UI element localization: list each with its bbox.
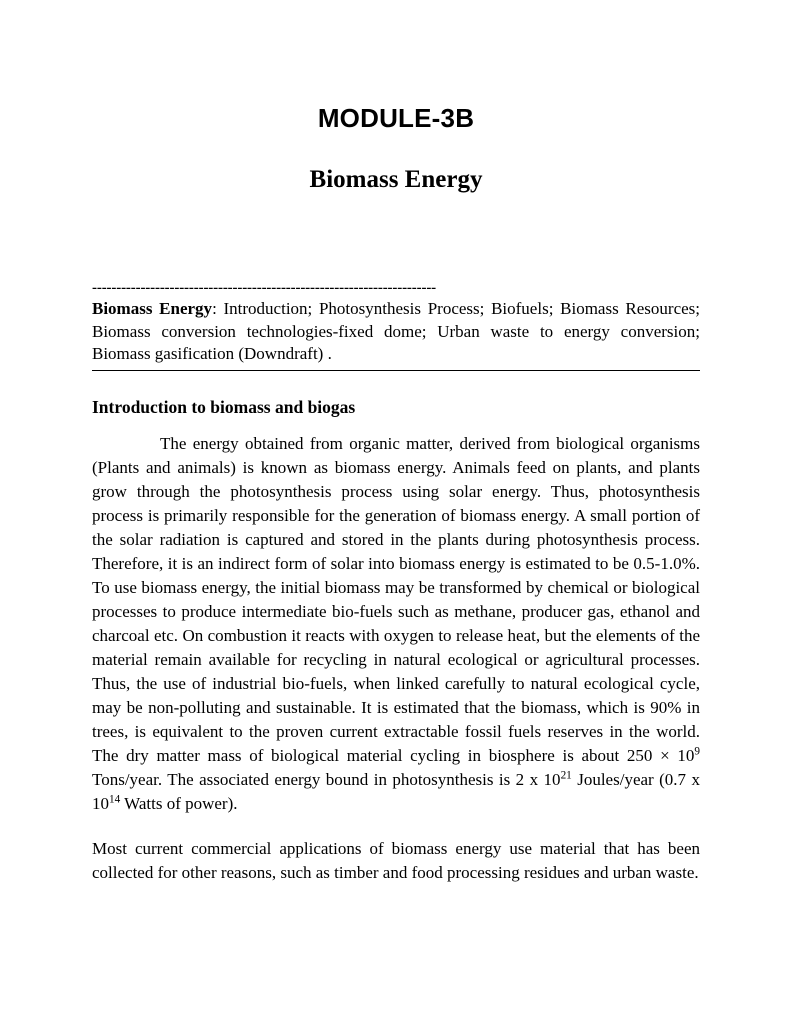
syllabus-text [92,294,700,366]
syllabus-lead-label: Biomass Energy [92,299,213,318]
page-subtitle: Biomass Energy [309,166,483,193]
dashed-divider: ----------------------------------------------------------------------- [92,283,437,294]
paragraph-text-run: The energy obtained from organic matter, derived from biological organisms (Plants and animals) is known as biomass energy. Animals feed on plants, and plants grow through the photosynthesis process using solar energy. Thus, photosynthesis process is primarily responsible for the generation of biomass energy. A small portion of the solar radiation is captured and stored in the plants during photosynthesis process. Therefore, it is an indirect form of solar into biomass energy is estimated to be 0.5-1.0%. To use biomass energy, the initial biomass may be transformed by chemical or biological processes to produce intermediate bio-fuels such as methane, producer gas, ethanol and charcoal etc. On combustion it reacts with oxygen to release heat, but the elements of the material remain available for recycling in natural ecological or agricultural processes. Thus, the use of industrial bio-fuels, when linked carefully to natural ecological cycle, may be non-polluting and sustainable. It is estimated that the biomass, which is 90% in trees, is equivalent to the proven current extractable fossil fuels reserves in the world. The dry matter mass of biological material cycling in biosphere is about 250 × 10 [92,433,700,765]
syllabus-block [92,283,700,371]
paragraph-text-run: Most current commercial applications of biomass energy use material that has been collected for other reasons, such as timber and food processing residues and urban waste. [92,838,700,882]
page-title: MODULE-3B [317,103,475,133]
superscript-exponent: 9 [694,744,700,757]
document-content-column [92,0,700,885]
applications-paragraph [92,816,700,885]
superscript-exponent: 14 [109,792,121,805]
intro-paragraph [92,418,700,816]
body-paragraphs [92,418,700,885]
paragraph-text-run: Tons/year. The associated energy bound in photosynthesis is 2 x 10 [92,769,561,789]
superscript-exponent: 21 [560,768,572,781]
syllabus-topics: : Introduction; Photosynthesis Process; Biofuels; Biomass Resources; Biomass conversion technologies-fixed dome; Urban waste to energy conversion; Biomass gasification (Downdraft) . [92,299,700,363]
paragraph-text-run: Joules/year (0.7 x 10 [92,769,700,813]
section-heading: Introduction to biomass and biogas [92,396,356,417]
paragraph-text-run: Watts of power). [120,793,238,813]
